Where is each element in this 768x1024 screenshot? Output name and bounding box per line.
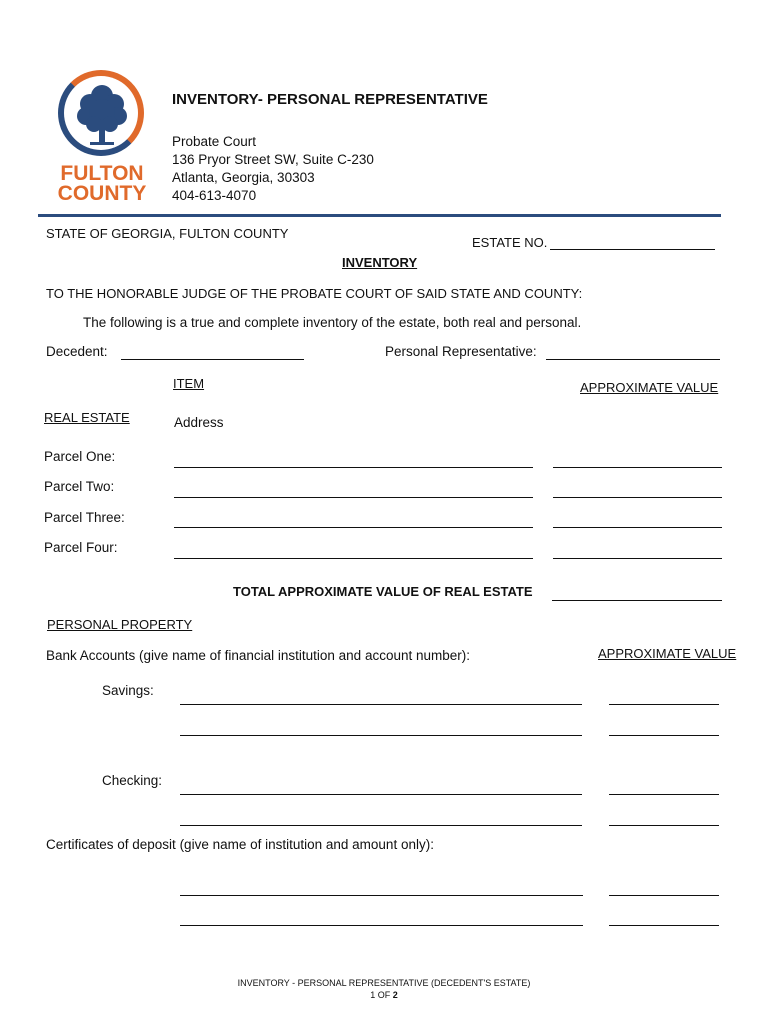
- fulton-county-logo: [52, 70, 152, 205]
- footer-title: INVENTORY - PERSONAL REPRESENTATIVE (DECEDENT'S ESTATE): [237, 978, 531, 988]
- parcel-three-address-field[interactable]: [174, 510, 533, 528]
- page-of: OF: [377, 990, 391, 1000]
- cd-value-line-1[interactable]: [609, 895, 719, 896]
- state-county-label: STATE OF GEORGIA, FULTON COUNTY: [46, 226, 289, 241]
- decedent-field[interactable]: [121, 342, 304, 360]
- parcel-four-address-field[interactable]: [174, 541, 533, 559]
- page-current: 1: [370, 990, 376, 1000]
- parcel-one-value-field[interactable]: [553, 450, 722, 468]
- estate-no-field[interactable]: [550, 232, 715, 250]
- page-total: 2: [392, 990, 398, 1000]
- intro-statement: The following is a true and complete inventory of the estate, both real and personal.: [83, 315, 582, 330]
- bank-accounts-label: Bank Accounts (give name of financial institution and account number):: [46, 648, 470, 663]
- certificates-of-deposit-label: Certificates of deposit (give name of institution and amount only):: [46, 837, 434, 852]
- court-street: 136 Pryor Street SW, Suite C-230: [172, 152, 374, 167]
- court-phone: 404-613-4070: [172, 188, 257, 203]
- estate-no-label: ESTATE NO.: [472, 235, 548, 250]
- checking-label: Checking:: [102, 773, 163, 788]
- parcel-two-value-field[interactable]: [553, 480, 722, 498]
- savings-line-1[interactable]: [180, 704, 582, 705]
- checking-line-2[interactable]: [180, 825, 582, 826]
- tree-icon: [74, 82, 130, 148]
- personal-property-heading: PERSONAL PROPERTY: [47, 617, 193, 632]
- address-column-label: Address: [174, 415, 224, 430]
- cd-line-2[interactable]: [180, 925, 583, 926]
- parcel-two-label: Parcel Two:: [44, 479, 115, 494]
- parcel-four-label: Parcel Four:: [44, 540, 118, 555]
- decedent-label: Decedent:: [46, 344, 108, 359]
- address-to-judge: TO THE HONORABLE JUDGE OF THE PROBATE COURT OF SAID STATE AND COUNTY:: [46, 286, 583, 301]
- cd-value-line-2[interactable]: [609, 925, 719, 926]
- parcel-three-value-field[interactable]: [553, 510, 722, 528]
- parcel-three-label: Parcel Three:: [44, 510, 125, 525]
- parcel-one-address-field[interactable]: [174, 450, 533, 468]
- approx-value-column-heading-2: APPROXIMATE VALUE: [598, 646, 737, 661]
- checking-value-line-2[interactable]: [609, 825, 719, 826]
- court-name: Probate Court: [172, 134, 257, 149]
- court-city: Atlanta, Georgia, 30303: [172, 170, 315, 185]
- form-title: INVENTORY- PERSONAL REPRESENTATIVE: [172, 91, 488, 108]
- savings-value-line-1[interactable]: [609, 704, 719, 705]
- approx-value-column-heading: APPROXIMATE VALUE: [580, 380, 719, 395]
- savings-value-line-2[interactable]: [609, 735, 719, 736]
- parcel-one-label: Parcel One:: [44, 449, 116, 464]
- logo-text-county: COUNTY: [57, 182, 147, 205]
- total-real-estate-label: TOTAL APPROXIMATE VALUE OF REAL ESTATE: [233, 584, 533, 599]
- parcel-four-value-field[interactable]: [553, 541, 722, 559]
- personal-rep-label: Personal Representative:: [385, 344, 537, 359]
- parcel-two-address-field[interactable]: [174, 480, 533, 498]
- personal-rep-field[interactable]: [546, 342, 720, 360]
- cd-line-1[interactable]: [180, 895, 583, 896]
- item-column-heading: ITEM: [173, 376, 205, 391]
- real-estate-heading: REAL ESTATE: [44, 410, 130, 425]
- savings-line-2[interactable]: [180, 735, 582, 736]
- savings-label: Savings:: [102, 683, 154, 698]
- checking-value-line-1[interactable]: [609, 794, 719, 795]
- total-real-estate-field[interactable]: [552, 583, 722, 601]
- checking-line-1[interactable]: [180, 794, 582, 795]
- header-divider: [38, 214, 721, 217]
- logo-text-fulton: FULTON: [60, 162, 144, 185]
- page-indicator: [0, 990, 768, 1000]
- inventory-heading: INVENTORY: [342, 255, 418, 270]
